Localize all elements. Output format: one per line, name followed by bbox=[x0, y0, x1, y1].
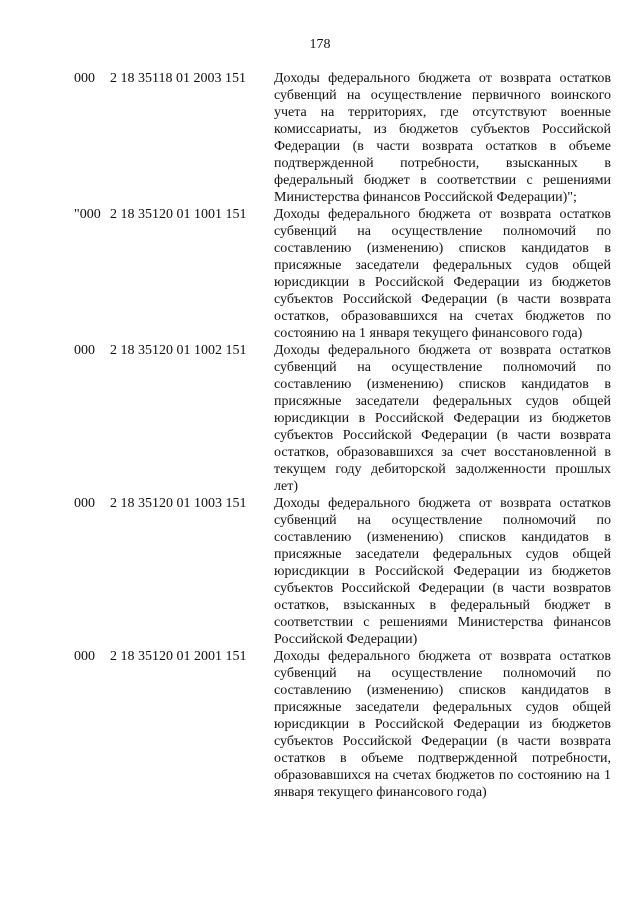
table-row bbox=[0, 206, 640, 342]
admin-code: 000 bbox=[74, 343, 95, 358]
budget-code: 2 18 35118 01 2003 151 bbox=[110, 71, 246, 86]
budget-code: 2 18 35120 01 1001 151 bbox=[110, 207, 247, 222]
budget-code-list bbox=[0, 70, 640, 801]
table-row bbox=[0, 495, 640, 648]
budget-code: 2 18 35120 01 1002 151 bbox=[110, 343, 247, 358]
income-description: Доходы федерального бюджета от возврата остатков субвенций на осуществление полномочий по составлению (изменению) списков кандидатов в присяжные заседатели федеральных судов общей юрисдикции в Российской Федерации из бюджетов субъектов Российской Федерации (в части возврата остатков, образовавшихся на счетах бюджетов по состоянию на 1 января текущего финансового года) bbox=[274, 207, 611, 341]
income-description: Доходы федерального бюджета от возврата остатков субвенций на осуществление первичного воинского учета на территориях, где отсутствуют военные комиссариаты, из бюджетов субъектов Российской Федерации (в части возврата остатков в объеме подтвержденной потребности, взысканных в федеральный бюджет в соответствии с решениями Министерства финансов Российской Федерации)"; bbox=[274, 71, 611, 205]
table-row bbox=[0, 648, 640, 801]
table-row bbox=[0, 342, 640, 495]
budget-code: 2 18 35120 01 1003 151 bbox=[110, 496, 247, 511]
page-number: 178 bbox=[309, 37, 331, 52]
admin-code: "000 bbox=[74, 207, 101, 222]
admin-code: 000 bbox=[74, 496, 95, 511]
table-row bbox=[0, 70, 640, 206]
income-description: Доходы федерального бюджета от возврата остатков субвенций на осуществление полномочий по составлению (изменению) списков кандидатов в присяжные заседатели федеральных судов общей юрисдикции в Российской Федерации из бюджетов субъектов Российской Федерации (в части возврата остатков, образовавшихся за счет восстановленной в текущем году дебиторской задолженности прошлых лет) bbox=[274, 343, 611, 494]
income-description: Доходы федерального бюджета от возврата остатков субвенций на осуществление полномочий по составлению (изменению) списков кандидатов в присяжные заседатели федеральных судов общей юрисдикции в Российской Федерации из бюджетов субъектов Российской Федерации (в части возвратов остатков, взысканных в федеральный бюджет в соответствии с решениями Министерства финансов Российской Федерации) bbox=[274, 496, 611, 647]
admin-code: 000 bbox=[74, 71, 95, 86]
budget-code: 2 18 35120 01 2001 151 bbox=[110, 649, 247, 664]
income-description: Доходы федерального бюджета от возврата остатков субвенций на осуществление полномочий по составлению (изменению) списков кандидатов в присяжные заседатели федеральных судов общей юрисдикции в Российской Федерации из бюджетов субъектов Российской Федерации (в части возврата остатков в объеме подтвержденной потребности, образовавшихся на счетах бюджетов по состоянию на 1 января текущего финансового года) bbox=[274, 649, 611, 800]
admin-code: 000 bbox=[74, 649, 95, 664]
